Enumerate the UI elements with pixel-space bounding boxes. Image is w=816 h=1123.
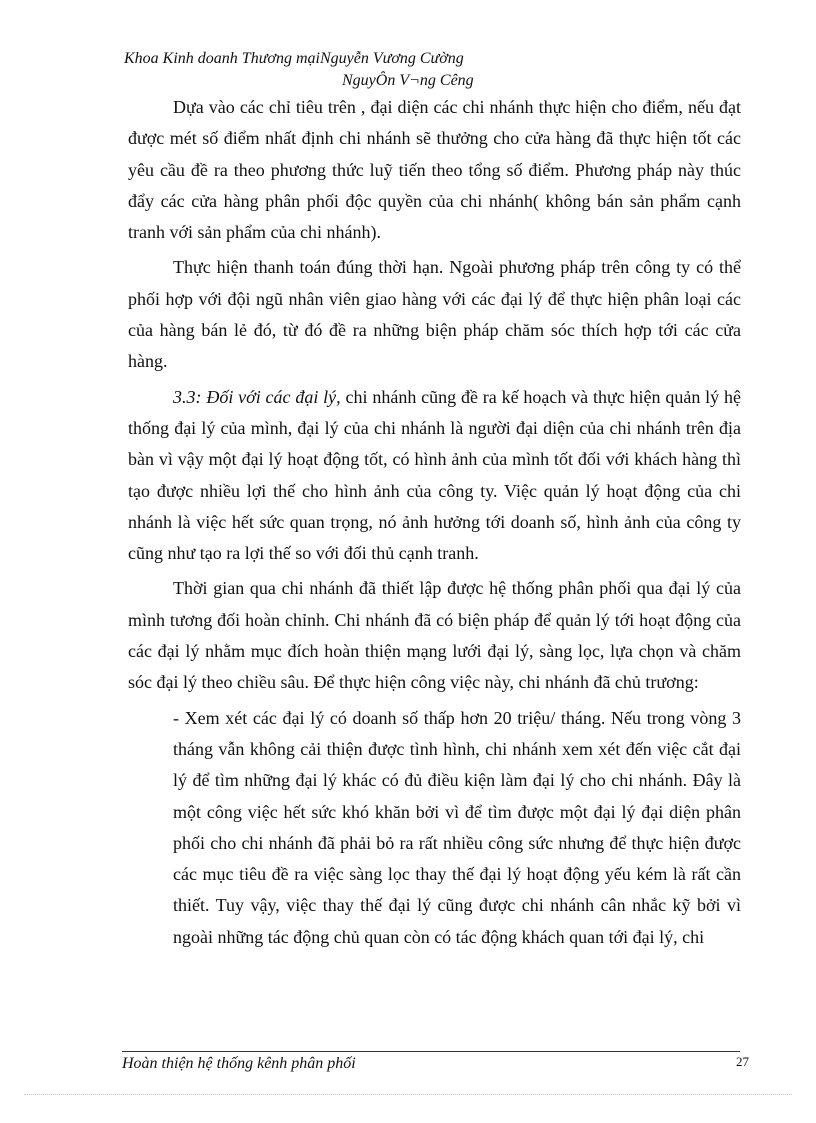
header-line-1: Khoa Kinh doanh Thương mạiNguyễn Vương Cường xyxy=(124,50,464,67)
paragraph-2: Thực hiện thanh toán đúng thời hạn. Ngoài phương pháp trên công ty có thể phối hợp với đội ngũ nhân viên giao hàng với các đại lý để thực hiện phân loại các của hàng bán lẻ đó, từ đó đề ra những biện pháp chăm sóc thích hợp tới các cửa hàng. xyxy=(128,257,741,372)
document-body xyxy=(128,92,741,957)
paragraph-1: Dựa vào các chỉ tiêu trên , đại diện các chi nhánh thực hiện cho điểm, nếu đạt được mét số điểm nhất định chi nhánh sẽ thưởng cho cửa hàng đã thực hiện tốt các yêu cầu đề ra theo phương thức luỹ tiến theo tổng số điểm. Phương pháp này thúc đẩy các cửa hàng phân phối độc quyền của chi nhánh( không bán sản phẩm cạnh tranh với sản phẩm của chi nhánh). xyxy=(128,97,741,243)
paragraph-4: Thời gian qua chi nhánh đã thiết lập được hệ thống phân phối qua đại lý của mình tương đối hoàn chỉnh. Chi nhánh đã có biện pháp để quản lý tới hoạt động của các đại lý nhằm mục đích hoàn thiện mạng lưới đại lý, sàng lọc, lựa chọn và chăm sóc đại lý theo chiều sâu. Để thực hiện công việc này, chi nhánh đã chủ trương: xyxy=(128,578,741,693)
page-number: 27 xyxy=(736,1054,749,1069)
paragraph-3 xyxy=(128,382,741,570)
section-heading-3-3: 3.3: Đối với các đại lý, xyxy=(173,386,341,407)
header-line-2: NguyÔn V¬ng Cêng xyxy=(342,72,474,89)
page-bottom-dotted-border xyxy=(24,1094,792,1095)
page-header xyxy=(124,48,724,92)
footer-divider xyxy=(122,1051,740,1052)
paragraph-5-list-item: - Xem xét các đại lý có doanh số thấp hơn 20 triệu/ tháng. Nếu trong vòng 3 tháng vẫn không cải thiện được tình hình, chi nhánh xem xét đến việc cắt đại lý để tìm những đại lý khác có đủ điều kiện làm đại lý cho chi nhánh. Đây là một công việc hết sức khó khăn bởi vì để tìm được một đại lý đại diện phân phối cho chi nhánh đã phải bỏ ra rất nhiều công sức nhưng để thực hiện được các mục tiêu đề ra việc sàng lọc thay thế đại lý hoạt động yếu kém là rất cần thiết. Tuy vậy, việc thay thế đại lý cũng được chi nhánh cân nhắc kỹ bởi vì ngoài những tác động chủ quan còn có tác động khách quan tới đại lý, chi xyxy=(173,707,741,947)
footer-title: Hoàn thiện hệ thống kênh phân phối xyxy=(122,1055,356,1072)
paragraph-3-text: chi nhánh cũng đề ra kế hoạch và thực hiện quản lý hệ thống đại lý của mình, đại lý của chi nhánh là người đại diện của chi nhánh trên địa bàn vì vậy một đại lý hoạt động tốt, có hình ảnh của mình tốt đối với khách hàng thì tạo được nhiều lợi thế cho hình ảnh của công ty. Việc quản lý hoạt động của chi nhánh là việc hết sức quan trọng, nó ảnh hưởng tới doanh số, hình ảnh của công ty cũng như tạo ra lợi thế so với đối thủ cạnh tranh. xyxy=(128,386,741,564)
